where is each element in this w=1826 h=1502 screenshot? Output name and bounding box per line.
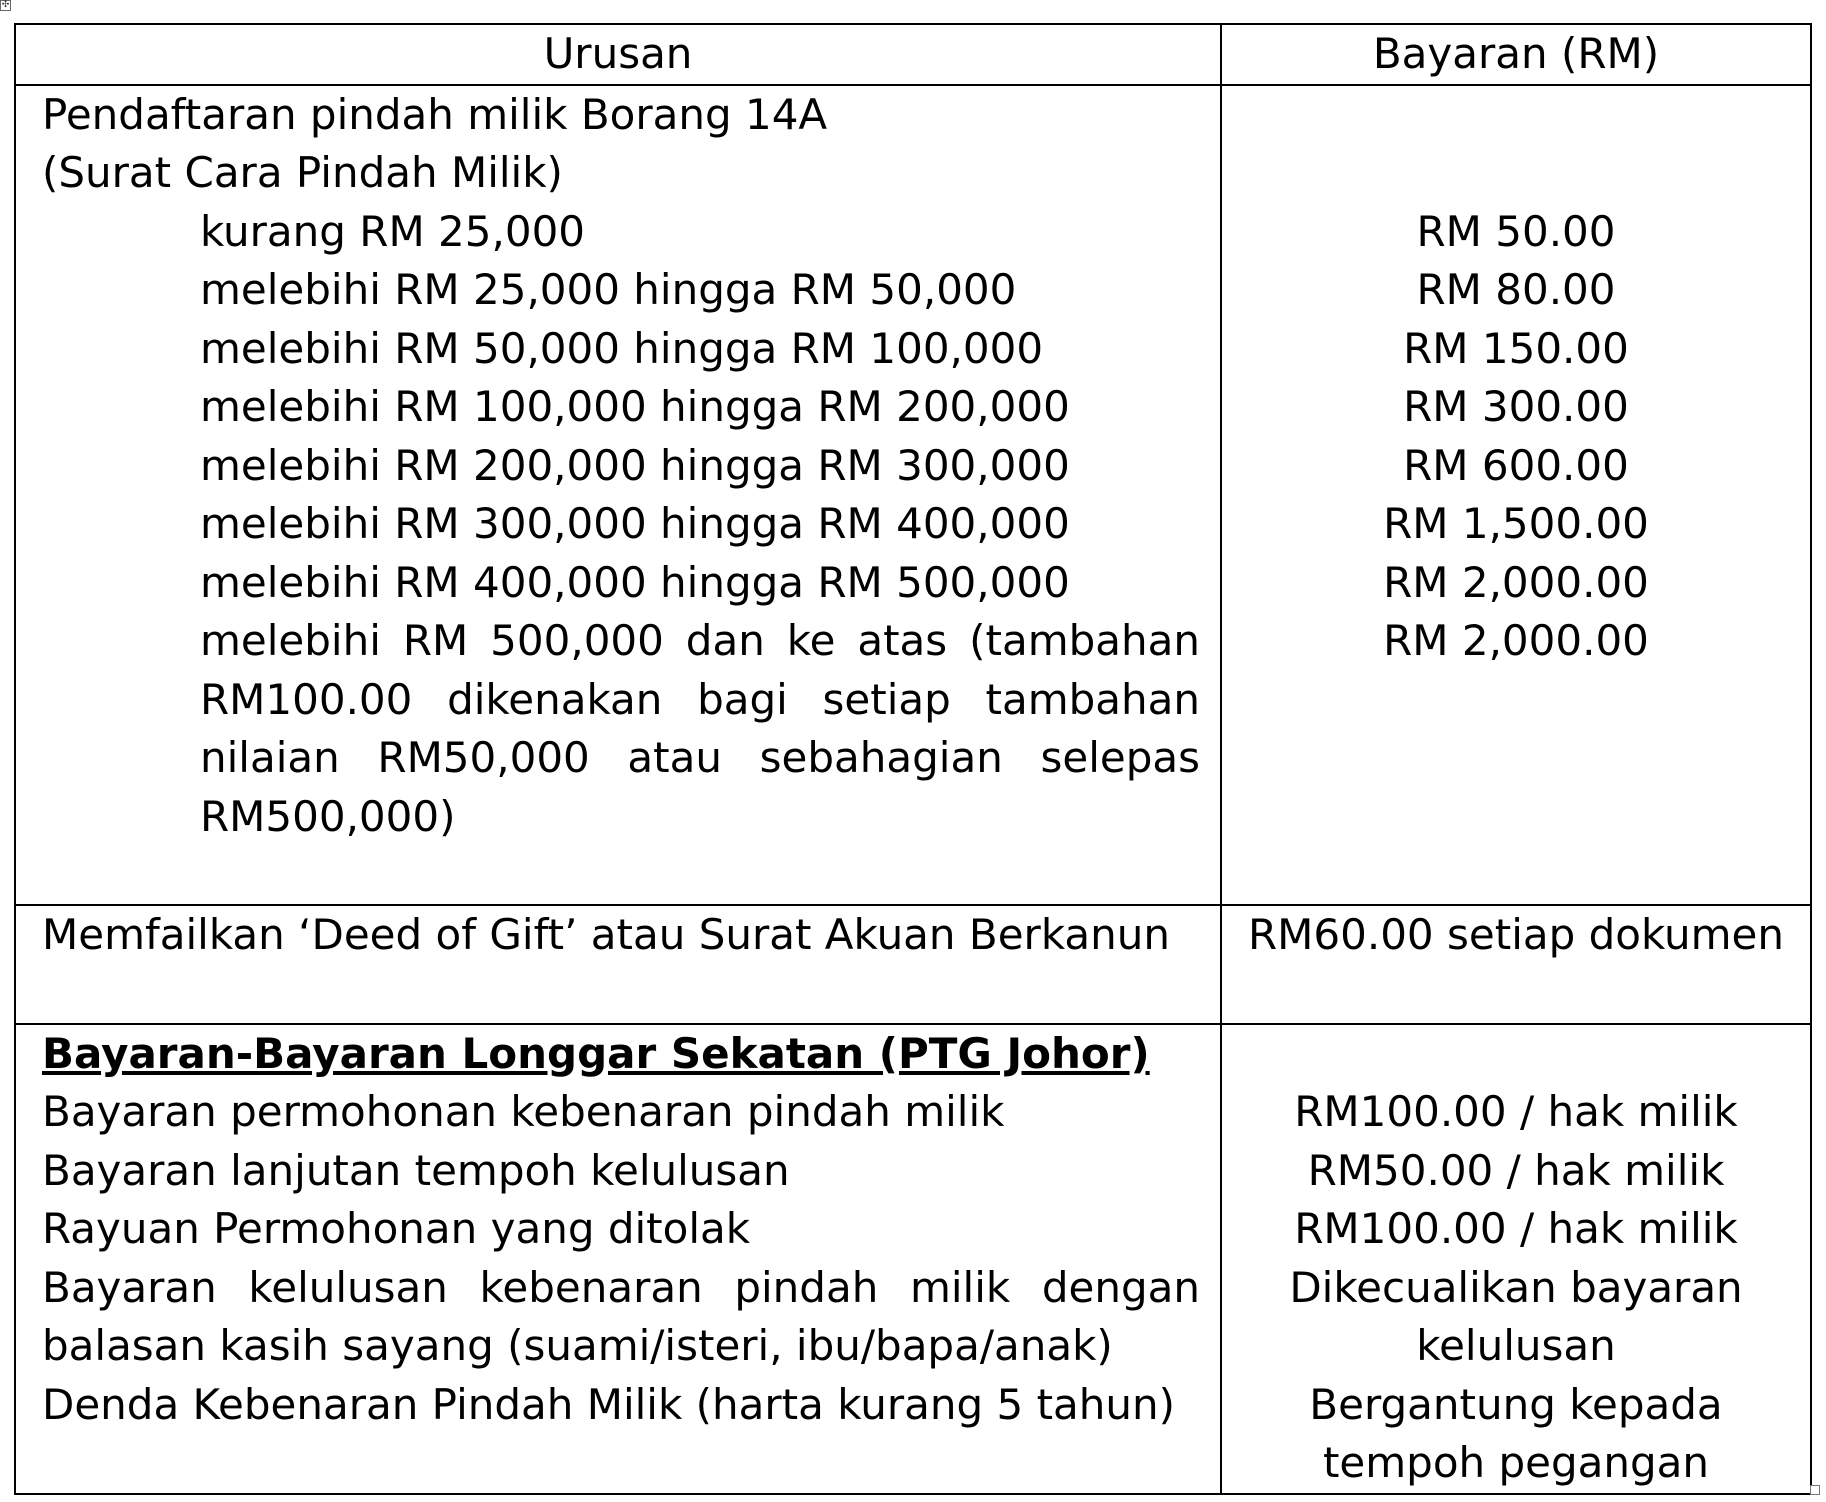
- table-move-handle[interactable]: ✣: [1, 0, 10, 10]
- table-row: [15, 905, 1811, 1024]
- restriction-item: Bayaran kelulusan kebenaran pindah milik dengan balasan kasih sayang (suami/isteri, ibu/bapa/anak): [42, 1262, 1200, 1370]
- fee-value: RM50.00 / hak milik: [1307, 1145, 1725, 1195]
- spacer: [1222, 1025, 1810, 1084]
- deed-of-gift-fee: RM60.00 setiap dokumen: [1248, 909, 1784, 959]
- section2-description: [15, 905, 1221, 1024]
- section1-title: Pendaftaran pindah milik Borang 14A: [42, 89, 828, 139]
- fee-value: RM 1,500.00: [1383, 499, 1649, 548]
- range-item: melebihi RM 100,000 hingga RM 200,000: [200, 382, 1070, 431]
- fee-value: RM100.00 / hak milik: [1294, 1204, 1738, 1253]
- fee-table: [14, 23, 1812, 1495]
- deed-of-gift-label: Memfailkan ‘Deed of Gift’ atau Surat Akuan Berkanun: [42, 909, 1170, 959]
- fee-value: RM100.00 / hak milik: [1294, 1087, 1738, 1136]
- range-item: melebihi RM 300,000 hingga RM 400,000: [200, 499, 1070, 548]
- spacer: [1222, 86, 1810, 145]
- table-row: [15, 85, 1811, 905]
- fee-value: RM 2,000.00: [1383, 557, 1649, 607]
- fee-value: Bergantung kepada tempoh pegangan: [1309, 1379, 1723, 1487]
- restriction-item: Denda Kebenaran Pindah Milik (harta kurang 5 tahun): [42, 1379, 1176, 1429]
- section2-fee: [1221, 905, 1811, 1024]
- header-bayaran: Bayaran (RM): [1221, 24, 1811, 85]
- table-header-row: [15, 24, 1811, 85]
- range-item: melebihi RM 400,000 hingga RM 500,000: [200, 557, 1070, 607]
- fee-value: RM 150.00: [1403, 323, 1629, 373]
- section1-fees: [1221, 85, 1811, 905]
- range-item: melebihi RM 200,000 hingga RM 300,000: [200, 440, 1070, 490]
- range-item-above-500k: melebihi RM 500,000 dan ke atas (tambahan RM100.00 dikenakan bagi setiap tambahan nilaian RM50,000 atau sebahagian selepas RM500,000): [200, 616, 1200, 841]
- header-urusan: Urusan: [15, 24, 1221, 85]
- table-row: [15, 1024, 1811, 1494]
- restriction-item: Bayaran permohonan kebenaran pindah milik: [42, 1087, 1005, 1136]
- range-item: melebihi RM 25,000 hingga RM 50,000: [200, 265, 1017, 314]
- fee-value: Dikecualikan bayaran kelulusan: [1289, 1262, 1743, 1370]
- section1-description: [15, 85, 1221, 905]
- table-resize-handle[interactable]: [1810, 1485, 1820, 1495]
- fee-value: RM 2,000.00: [1383, 616, 1649, 665]
- fee-value: RM 80.00: [1416, 265, 1616, 314]
- fee-value: RM 50.00: [1416, 206, 1616, 256]
- restriction-item: Rayuan Permohonan yang ditolak: [42, 1204, 751, 1253]
- section3-heading: Bayaran-Bayaran Longgar Sekatan (PTG Johor): [42, 1028, 1150, 1078]
- spacer: [1222, 144, 1810, 203]
- range-item: melebihi RM 50,000 hingga RM 100,000: [200, 323, 1044, 373]
- section3-description: [15, 1024, 1221, 1494]
- fee-value: RM 300.00: [1403, 382, 1629, 431]
- fee-value: RM 600.00: [1403, 440, 1629, 490]
- section3-fees: [1221, 1024, 1811, 1494]
- range-item: kurang RM 25,000: [200, 206, 586, 256]
- section1-subtitle: (Surat Cara Pindah Milik): [42, 148, 563, 197]
- restriction-item: Bayaran lanjutan tempoh kelulusan: [42, 1145, 790, 1195]
